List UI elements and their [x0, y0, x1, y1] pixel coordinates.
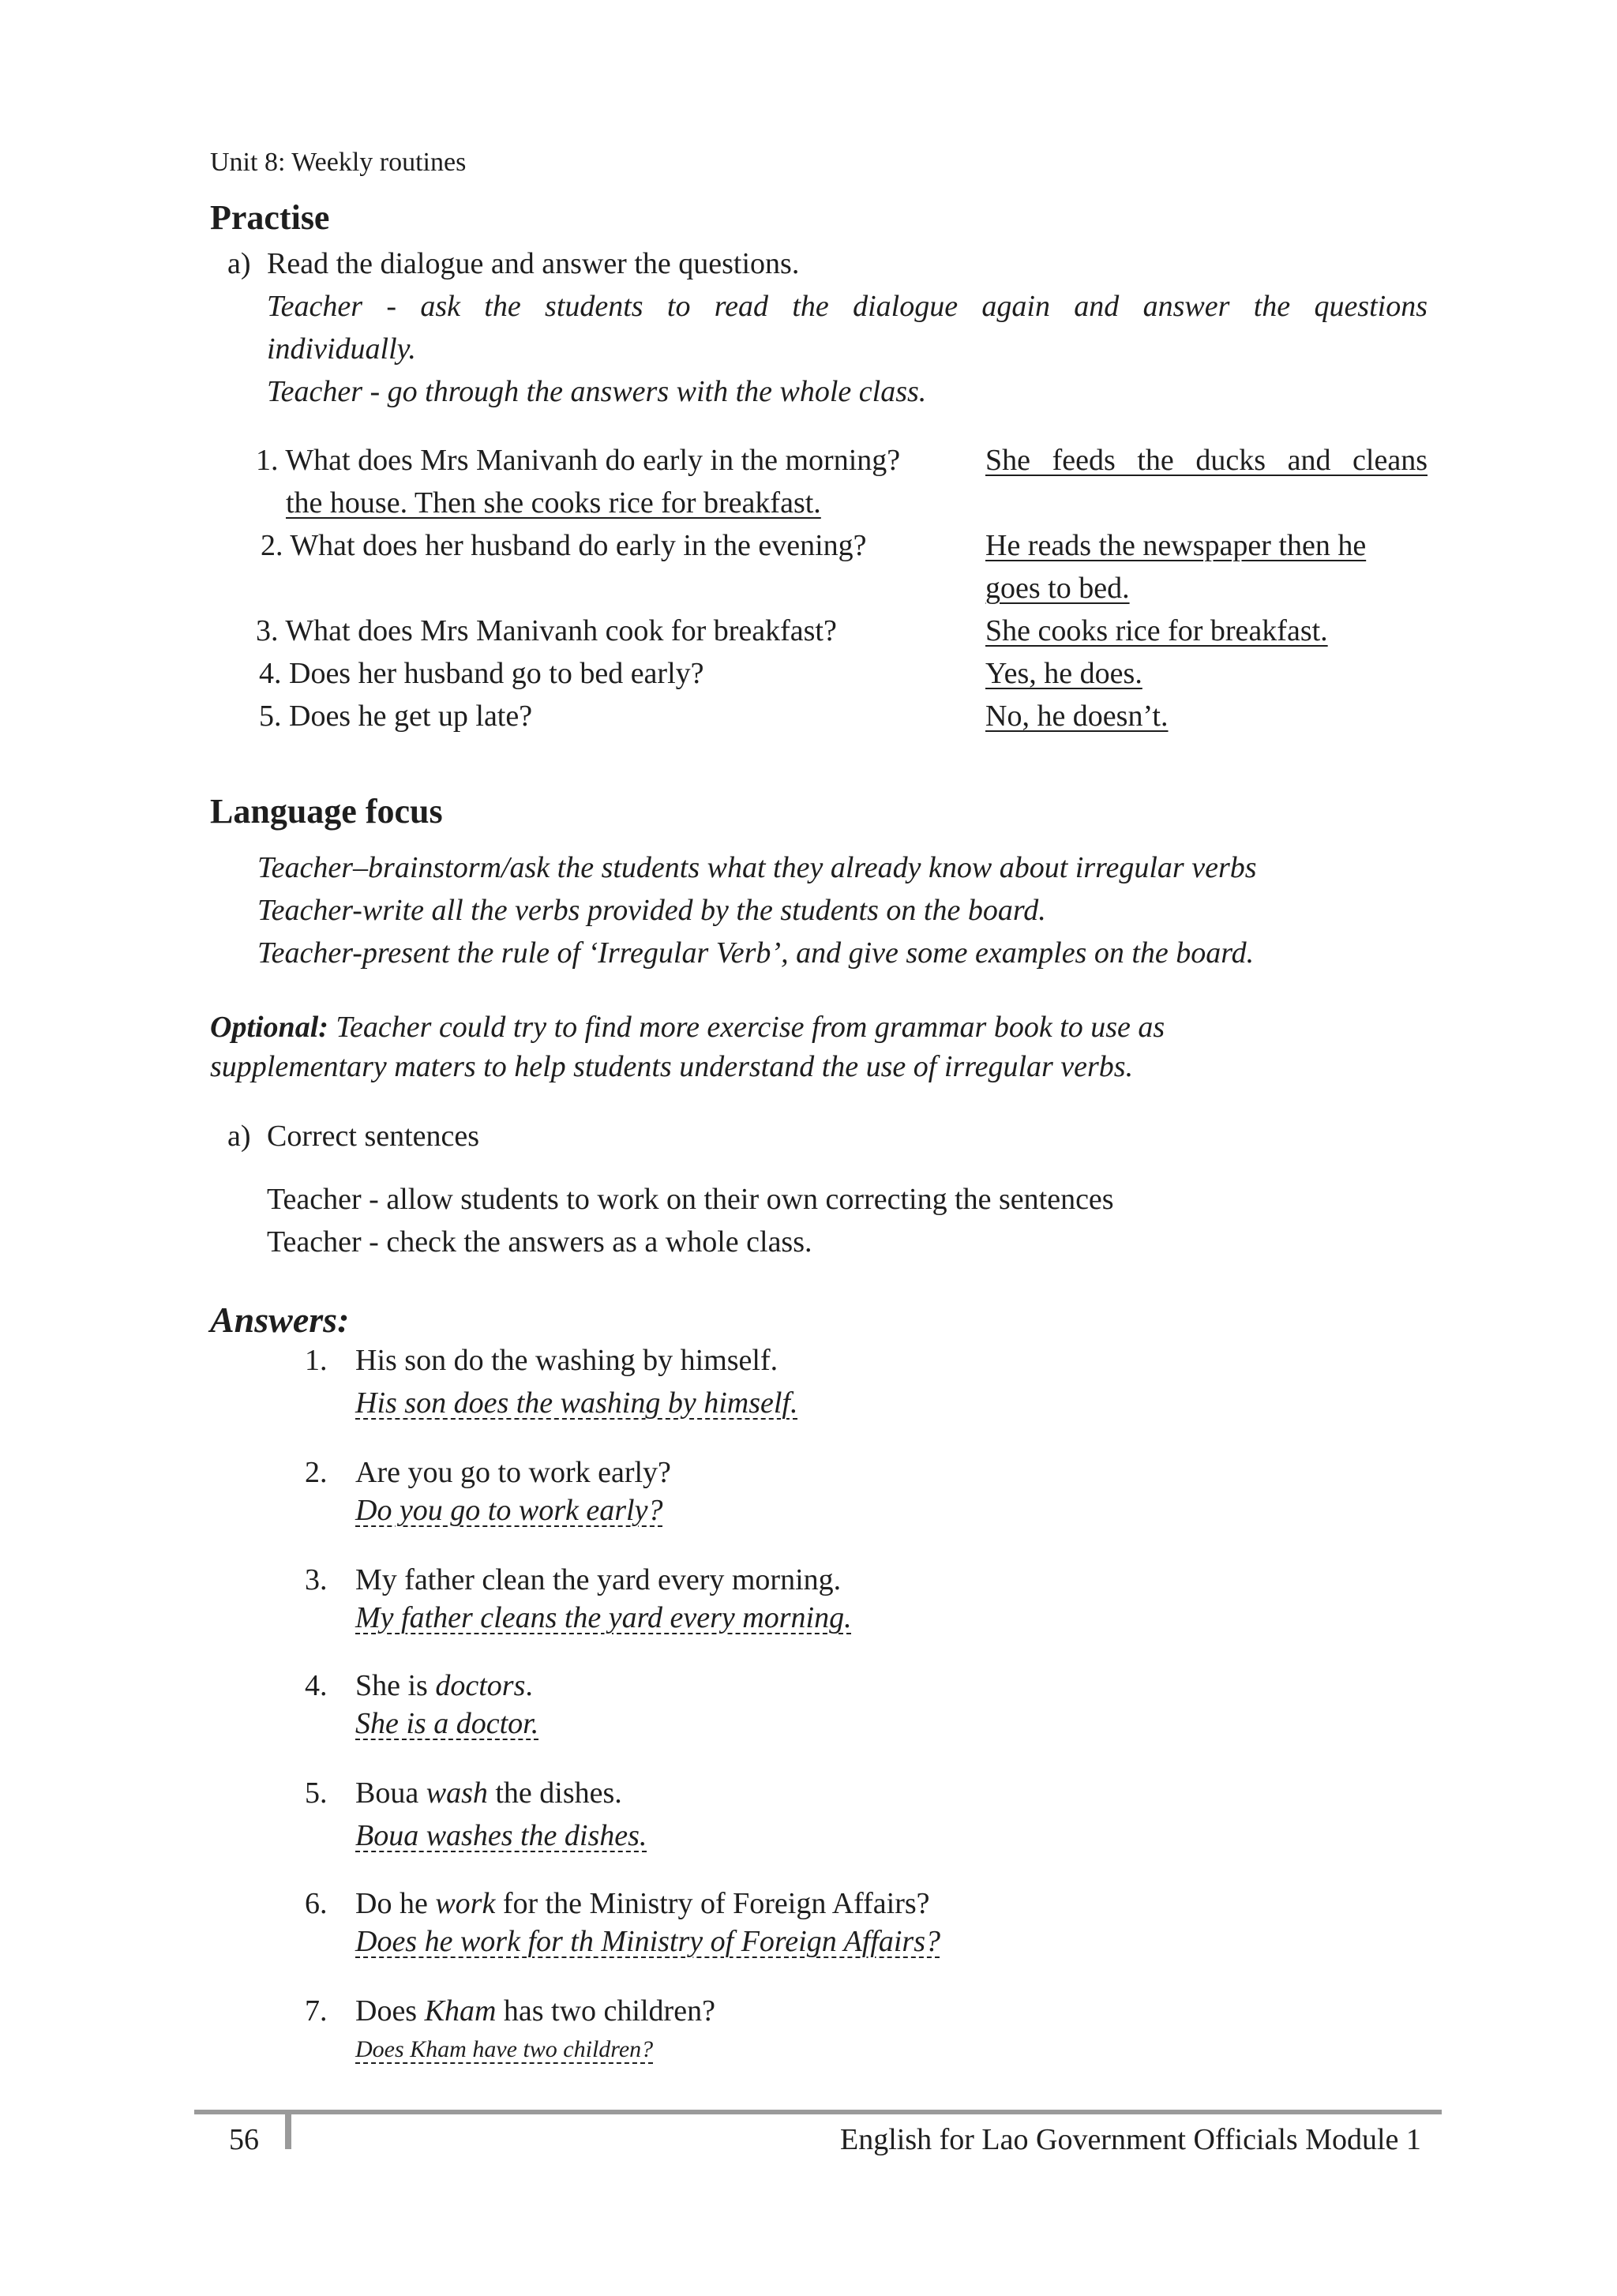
optional-note-line-1	[210, 1006, 1165, 1049]
answer-item-2-correction: Do you go to work early?	[355, 1494, 663, 1527]
book-title: English for Lao Government Officials Module 1	[840, 2123, 1421, 2156]
correct-sentences-teacher-2: Teacher - check the answers as a whole class.	[267, 1225, 812, 1259]
practise-item-a-marker: a)	[227, 247, 251, 280]
answer-item-4-correction: She is a doctor.	[355, 1707, 539, 1740]
correct-sentences-marker: a)	[227, 1120, 251, 1153]
practise-teacher-instruction-1b: individually.	[267, 332, 416, 366]
answer-item-4-number: 4.	[305, 1669, 328, 1702]
language-focus-line-3: Teacher-present the rule of ‘Irregular Verb’, and give some examples on the board.	[257, 936, 1255, 970]
question-2: 2. What does her husband do early in the evening?	[261, 529, 867, 562]
answer-item-3-correction: My father cleans the yard every morning.	[355, 1601, 852, 1634]
question-3: 3. What does Mrs Manivanh cook for breakfast?	[256, 614, 837, 647]
answer-item-1-correction: His son does the washing by himself.	[355, 1386, 798, 1420]
answer-item-1-sentence: His son do the washing by himself.	[355, 1344, 778, 1377]
answer-3: She cooks rice for breakfast.	[985, 614, 1328, 647]
answer-item-6-number: 6.	[305, 1887, 328, 1920]
answer-item-5-correction: Boua washes the dishes.	[355, 1819, 647, 1852]
answer-4: Yes, he does.	[985, 657, 1142, 690]
answer-item-7-correction: Does Kham have two children?	[355, 2036, 654, 2062]
language-focus-line-2: Teacher-write all the verbs provided by the students on the board.	[257, 894, 1046, 927]
optional-note-text: Teacher could try to find more exercise from grammar book to use as	[328, 1011, 1165, 1044]
footer-rule	[194, 2110, 1442, 2114]
answer-2-line-1: He reads the newspaper then he	[985, 529, 1367, 562]
answer-item-4-sentence: She is doctors.	[355, 1669, 533, 1702]
answer-2-line-2: goes to bed.	[985, 572, 1130, 605]
answer-item-3-sentence: My father clean the yard every morning.	[355, 1563, 842, 1596]
practise-teacher-instruction-2: Teacher - go through the answers with the whole class.	[267, 375, 927, 408]
language-focus-heading: Language focus	[210, 792, 443, 831]
practise-item-a-text: Read the dialogue and answer the questions.	[267, 247, 800, 280]
answer-item-2-number: 2.	[305, 1456, 328, 1489]
question-1: 1. What does Mrs Manivanh do early in the morning?	[256, 444, 901, 477]
answer-item-7-number: 7.	[305, 1994, 328, 2028]
practise-heading: Practise	[210, 198, 330, 237]
answer-item-7-sentence: Does Kham has two children?	[355, 1994, 715, 2028]
answer-1-line-1: She feeds the ducks and cleans	[985, 444, 1428, 477]
question-4: 4. Does her husband go to bed early?	[259, 657, 704, 690]
answer-5: No, he doesn’t.	[985, 700, 1169, 733]
answer-item-1-number: 1.	[305, 1344, 328, 1377]
answer-1-line-2: the house. Then she cooks rice for breakfast.	[286, 486, 821, 520]
answer-item-5-number: 5.	[305, 1776, 328, 1810]
practise-teacher-instruction-1: Teacher - ask the students to read the dialogue again and answer the questions	[267, 290, 1428, 323]
answer-item-3-number: 3.	[305, 1563, 328, 1596]
question-5: 5. Does he get up late?	[259, 700, 533, 733]
footer-divider	[285, 2111, 291, 2149]
page-number: 56	[229, 2123, 259, 2156]
answers-heading: Answers:	[210, 1300, 350, 1340]
language-focus-line-1: Teacher–brainstorm/ask the students what they already know about irregular verbs	[257, 851, 1257, 884]
correct-sentences-label: Correct sentences	[267, 1120, 480, 1153]
answer-item-6-sentence: Do he work for the Ministry of Foreign Affairs?	[355, 1887, 930, 1920]
unit-header: Unit 8: Weekly routines	[210, 148, 467, 177]
correct-sentences-teacher-1: Teacher - allow students to work on their own correcting the sentences	[267, 1183, 1114, 1216]
optional-label: Optional:	[210, 1011, 328, 1044]
answer-item-6-correction: Does he work for th Ministry of Foreign Affairs?	[355, 1925, 940, 1958]
answer-item-5-sentence: Boua wash the dishes.	[355, 1776, 622, 1810]
answer-item-2-sentence: Are you go to work early?	[355, 1456, 671, 1489]
optional-note-line-2: supplementary maters to help students understand the use of irregular verbs.	[210, 1050, 1134, 1083]
